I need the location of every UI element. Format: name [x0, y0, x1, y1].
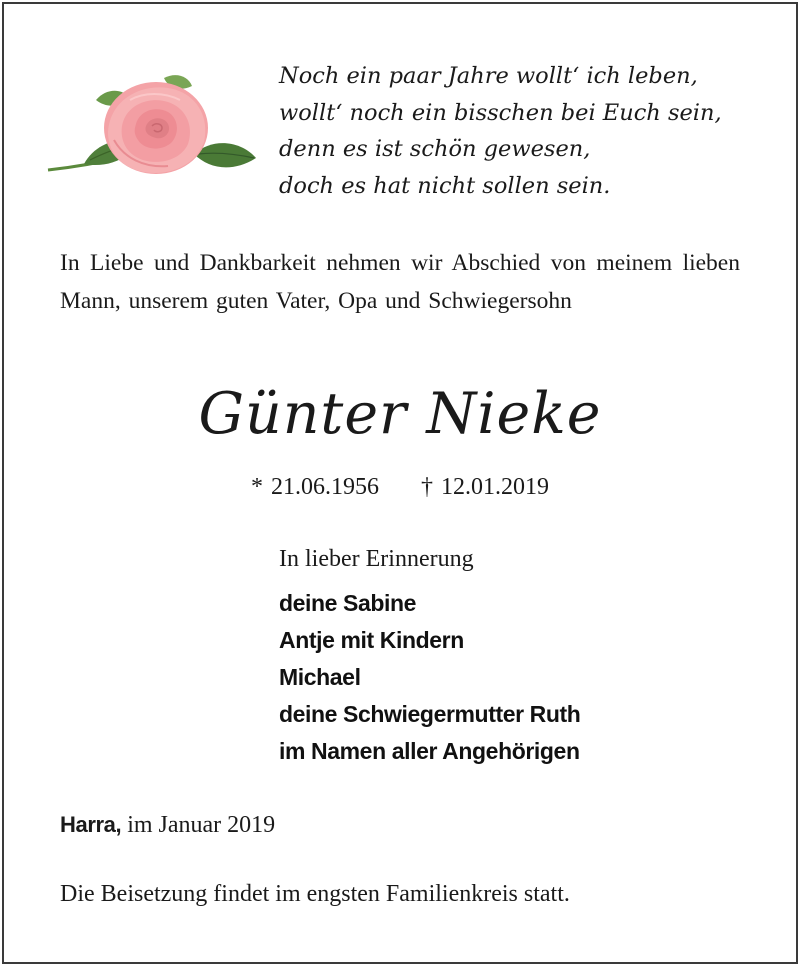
deceased-name: Günter Nieke — [198, 381, 602, 447]
mourner-entry: Antje mit Kindern — [279, 627, 464, 653]
birth-date: * 21.06.1956 — [251, 474, 379, 500]
mourner-entry: deine Schwiegermutter Ruth — [279, 701, 581, 727]
poem-line: wollt‘ noch ein bisschen bei Euch sein, — [279, 99, 722, 126]
place-month: im Januar 2019 — [127, 812, 276, 838]
mourners-list — [279, 585, 580, 770]
place-date — [60, 807, 275, 843]
farewell-text: In Liebe und Dankbarkeit nehmen wir Abschied von meinem lieben Mann, unserem guten Vater, Opa und Schwiegersohn — [60, 250, 740, 314]
poem-line: denn es ist schön gewesen, — [279, 136, 591, 162]
poem-line: Noch ein paar Jahre wollt‘ ich leben, — [279, 63, 698, 89]
mourner-entry: deine Sabine — [279, 590, 417, 616]
life-dates — [0, 470, 800, 504]
poem — [279, 58, 749, 204]
burial-notice: Die Beisetzung findet im engsten Familienkreis statt. — [60, 881, 570, 907]
rose-icon — [44, 70, 260, 188]
mourner-entry: Michael — [279, 664, 361, 690]
poem-line: doch es hat nicht sollen sein. — [279, 172, 611, 199]
memory-label: In lieber Erinnerung — [279, 546, 474, 572]
place-town: Harra, — [60, 812, 122, 837]
mourner-entry: im Namen aller Angehörigen — [279, 738, 580, 764]
death-date: † 12.01.2019 — [421, 474, 549, 500]
